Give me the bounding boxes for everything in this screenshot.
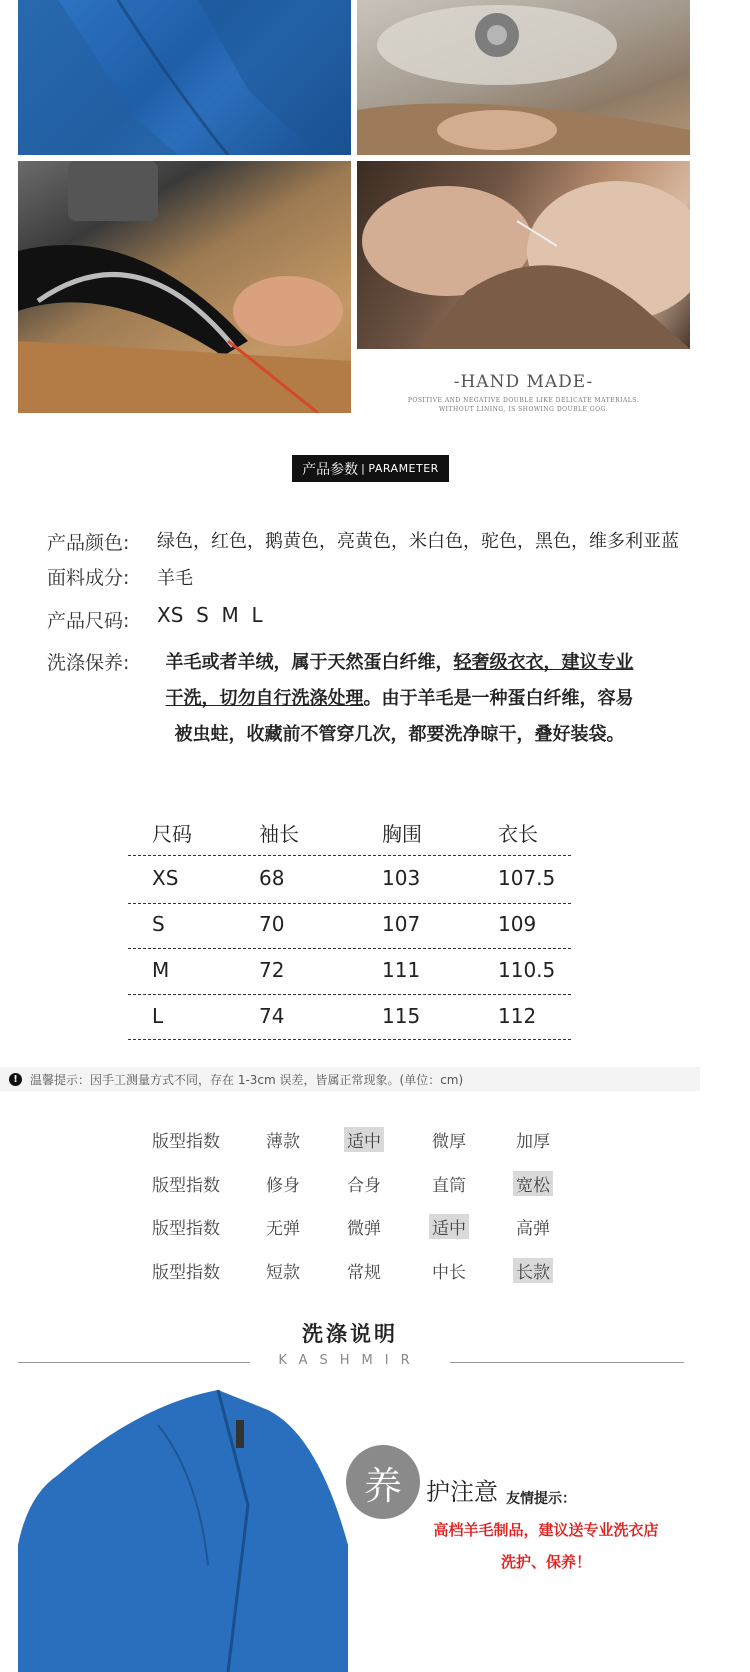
parameter-badge-separator: | [361, 462, 366, 475]
wash-advice-line-1: 高档羊毛制品，建议送专业洗衣店 [433, 1521, 659, 1539]
warning-icon: ! [9, 1073, 22, 1086]
size-table-cell: 72 [259, 958, 285, 982]
care-label: 洗涤保养: [47, 652, 130, 674]
notice-text: 温馨提示：因手工测量方式不同，存在 1-3cm 误差，皆属正常现象。(单位：cm) [30, 1072, 464, 1087]
size-table-cell: 111 [382, 958, 421, 982]
wash-subtitle: KASHMIR [278, 1353, 422, 1368]
size-table-header: 袖长 [259, 822, 299, 846]
care-text-part-1: 羊毛或者羊绒，属于天然蛋白纤维， [165, 652, 454, 673]
color-value: 绿色，红色，鹅黄色，亮黄色，米白色，驼色，黑色，维多利亚蓝 [157, 531, 679, 552]
size-label: 产品尺码: [47, 610, 130, 632]
fit-index-label: 版型指数 [152, 1176, 220, 1196]
coat-photo [18, 0, 351, 155]
fit-index-option-selected: 适中 [344, 1127, 384, 1152]
fit-index-label: 版型指数 [152, 1132, 220, 1152]
coat-photo-bottom [18, 1385, 348, 1672]
parameter-badge-cn: 产品参数 [302, 461, 359, 478]
wash-divider-left [18, 1362, 250, 1363]
size-table-cell: XS [152, 866, 179, 890]
size-table-divider [128, 994, 571, 995]
size-table-header: 衣长 [498, 822, 538, 846]
size-table-cell: 110.5 [498, 958, 556, 982]
size-table-divider [128, 948, 571, 949]
fit-index-option: 薄款 [266, 1132, 300, 1152]
care-text-highlight: 轻奢级衣衣，建议专业干洗，切勿自行洗涤处理 [165, 652, 634, 709]
wash-title: 洗涤说明 [302, 1322, 398, 1346]
size-table-divider [128, 1039, 571, 1040]
fabric-label: 面料成分: [47, 567, 130, 589]
size-table-cell: 115 [382, 1004, 421, 1028]
fit-index-label: 版型指数 [152, 1263, 220, 1283]
fabric-value: 羊毛 [157, 568, 193, 589]
hand-made-title: -HAND MADE- [453, 372, 594, 392]
size-value: XS S M L [157, 603, 263, 627]
ironing-photo [18, 161, 351, 413]
size-table-cell: 107 [382, 912, 421, 936]
parameter-badge-en: PARAMETER [368, 462, 439, 475]
fit-index-option: 直筒 [432, 1176, 466, 1196]
size-table-divider [128, 903, 571, 904]
size-table-header: 胸围 [382, 822, 422, 846]
size-table-cell: 109 [498, 912, 537, 936]
wash-advice-line-2: 洗护、保养！ [500, 1553, 591, 1571]
size-table-cell: M [152, 958, 170, 982]
fit-index-option: 无弹 [266, 1219, 300, 1239]
fit-index-option: 中长 [432, 1263, 466, 1283]
size-table-cell: 103 [382, 866, 421, 890]
fit-index-option: 高弹 [516, 1219, 550, 1239]
fit-index-option: 合身 [347, 1176, 381, 1196]
hand-sewing-photo [357, 161, 690, 349]
size-table-cell: 107.5 [498, 866, 556, 890]
fit-index-option: 常规 [347, 1263, 381, 1283]
measurement-notice [0, 1067, 700, 1091]
hand-made-subtitle-line-2: WITHOUT LINING, IS SHOWING DOUBLE GOG. [438, 406, 609, 413]
size-table-cell: 74 [259, 1004, 285, 1028]
fit-index-label: 版型指数 [152, 1219, 220, 1239]
fit-index-option: 微厚 [432, 1132, 466, 1152]
care-note: 护注意 [426, 1478, 498, 1506]
size-table-cell: 70 [259, 912, 285, 936]
care-text [157, 645, 642, 753]
fit-index-option: 微弹 [347, 1219, 381, 1239]
fit-index-option: 修身 [266, 1176, 300, 1196]
tips-label: 友情提示： [506, 1491, 576, 1507]
size-table-header: 尺码 [152, 822, 192, 846]
fit-index-option-selected: 长款 [513, 1258, 553, 1283]
fit-index-option-selected: 适中 [429, 1214, 469, 1239]
wash-divider-right [450, 1362, 684, 1363]
fit-index-option: 短款 [266, 1263, 300, 1283]
size-table-cell: 68 [259, 866, 285, 890]
care-text-part-3: 。由于羊毛是一种蛋白纤维，容易被虫蛀，收藏前不管穿几次，都要洗净晾干，叠好装袋。 [174, 688, 634, 745]
size-table-cell: L [152, 1004, 164, 1028]
care-circle: 养 [346, 1445, 420, 1519]
size-table-cell: S [152, 912, 165, 936]
hand-made-subtitle [357, 396, 690, 414]
size-table-cell: 112 [498, 1004, 537, 1028]
parameter-badge [292, 455, 449, 482]
size-table-divider [128, 855, 571, 856]
fit-index-option-selected: 宽松 [513, 1171, 553, 1196]
sewing-machine-photo [357, 0, 690, 155]
hand-made-subtitle-line-1: POSITIVE AND NEGATIVE DOUBLE LIKE DELICATE MATERIALS. [407, 397, 640, 404]
color-label: 产品颜色: [47, 532, 130, 554]
fit-index-option: 加厚 [516, 1132, 550, 1152]
